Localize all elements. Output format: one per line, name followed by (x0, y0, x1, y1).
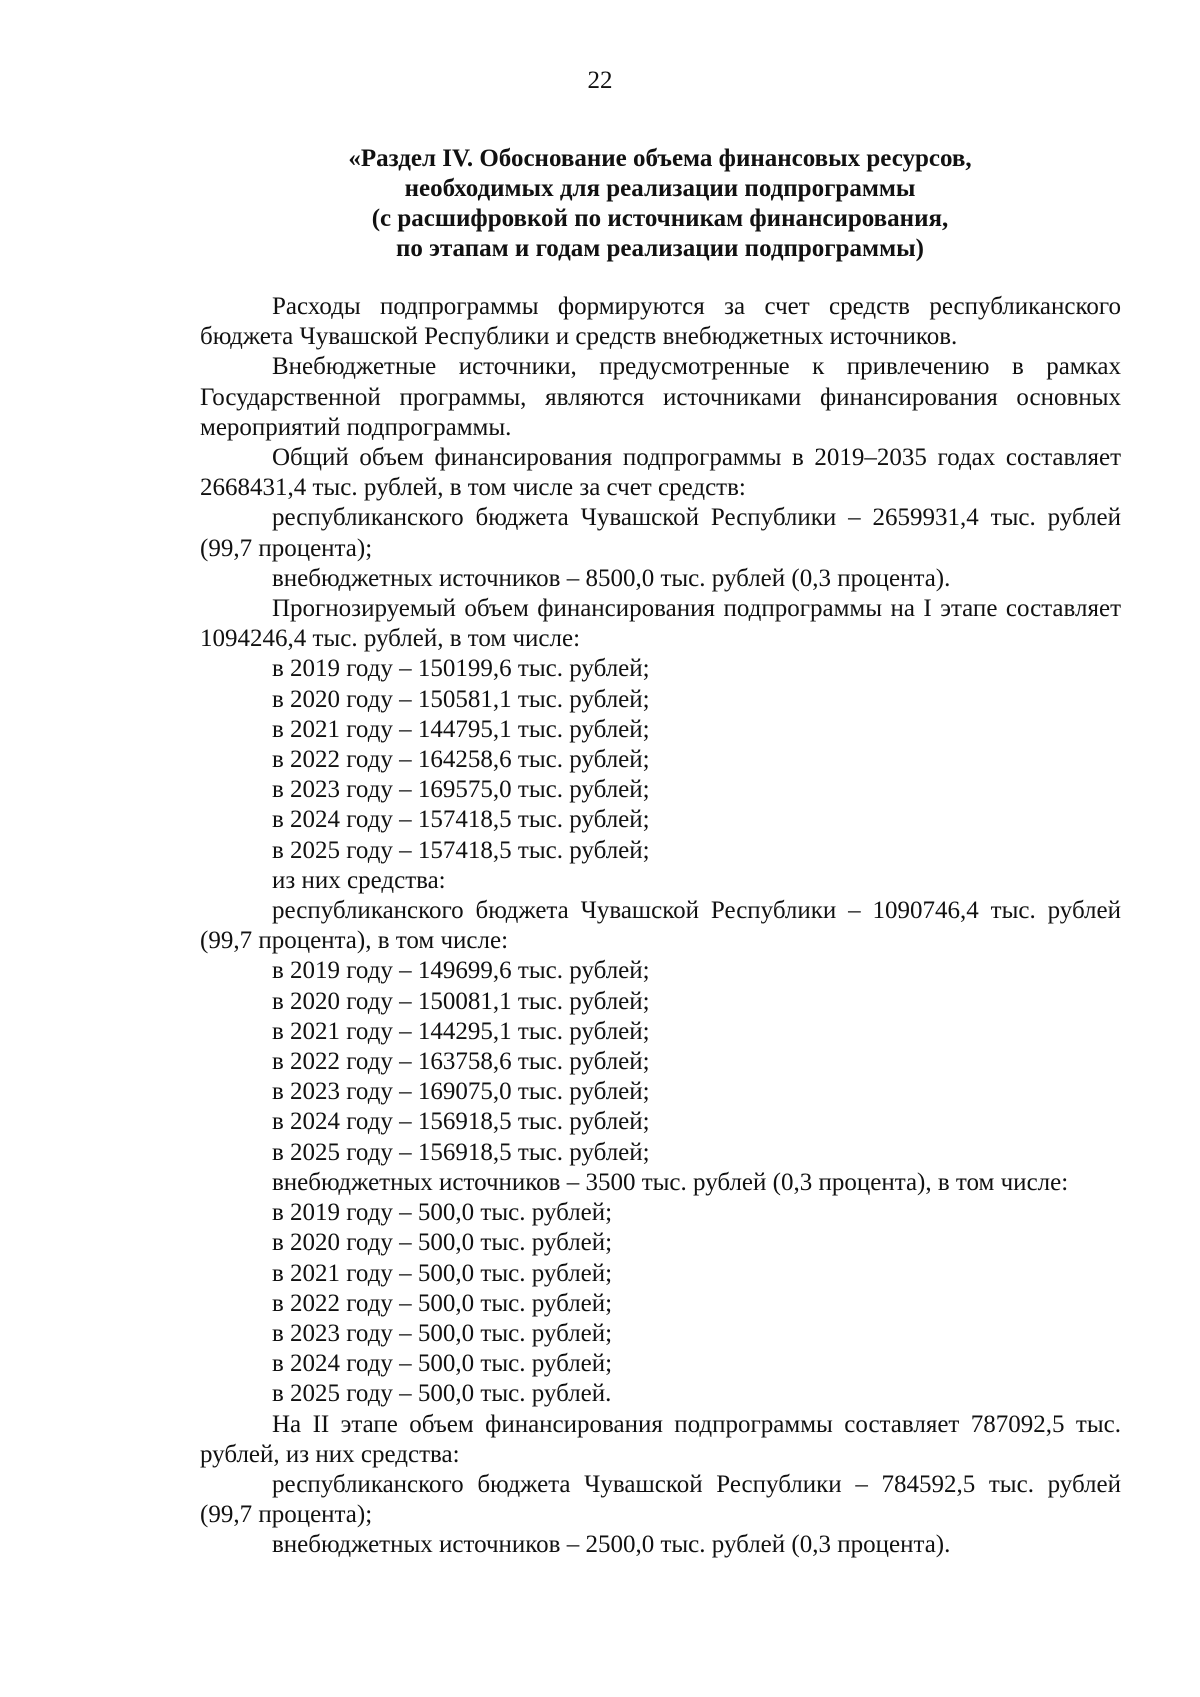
section-heading-line: по этапам и годам реализации подпрограммы) (396, 235, 924, 262)
paragraph-stage2-extrabudgetary: внебюджетных источников – 2500,0 тыс. рублей (0,3 процента). (272, 1531, 951, 1559)
list-item: в 2022 году – 500,0 тыс. рублей; (272, 1289, 613, 1317)
paragraph-stage1-republican: республиканского бюджета Чувашской Республики – 1090746,4 тыс. рублей (99,7 процента), в том числе: (200, 897, 1121, 955)
section-heading-line: «Раздел IV. Обоснование объема финансовых ресурсов, (348, 145, 972, 172)
list-item: в 2020 году – 150081,1 тыс. рублей; (272, 987, 650, 1015)
paragraph-total-extrabudgetary: внебюджетных источников – 8500,0 тыс. рублей (0,3 процента). (272, 564, 951, 592)
list-item: в 2021 году – 500,0 тыс. рублей; (272, 1259, 613, 1287)
paragraph-total-funding: Общий объем финансирования подпрограммы в 2019–2035 годах составляет 2668431,4 тыс. рублей, в том числе за счет средств: (200, 444, 1121, 502)
page-number: 22 (587, 67, 613, 94)
list-item: в 2022 году – 164258,6 тыс. рублей; (272, 746, 650, 774)
paragraph-stage2-funding: На II этапе объем финансирования подпрограммы составляет 787092,5 тыс. рублей, из них средства: (200, 1410, 1121, 1468)
list-item: в 2019 году – 500,0 тыс. рублей; (272, 1199, 613, 1227)
paragraph-extrabudgetary-sources: Внебюджетные источники, предусмотренные к привлечению в рамках Государственной программы, являются источниками финансирования основных мероприятий подпрограммы. (200, 353, 1121, 441)
list-item: в 2024 году – 157418,5 тыс. рублей; (272, 806, 650, 834)
paragraph-expenditure-sources: Расходы подпрограммы формируются за счет средств республиканского бюджета Чувашской Республики и средств внебюджетных источников. (200, 293, 1121, 351)
list-item: в 2023 году – 169575,0 тыс. рублей; (272, 776, 650, 804)
list-item: в 2025 году – 156918,5 тыс. рублей; (272, 1138, 650, 1166)
list-item: в 2020 году – 150581,1 тыс. рублей; (272, 685, 650, 713)
section-heading (200, 144, 1120, 264)
stage1-total-list (200, 654, 1121, 865)
list-item: в 2019 году – 149699,6 тыс. рублей; (272, 957, 650, 985)
paragraph-total-republican: республиканского бюджета Чувашской Республики – 2659931,4 тыс. рублей (99,7 процента); (200, 504, 1121, 562)
list-item: в 2021 году – 144295,1 тыс. рублей; (272, 1017, 650, 1045)
document-body (200, 292, 1121, 1561)
paragraph-of-which: из них средства: (272, 866, 446, 894)
list-item: в 2020 году – 500,0 тыс. рублей; (272, 1229, 613, 1257)
section-heading-line: необходимых для реализации подпрограммы (404, 175, 916, 202)
list-item: в 2024 году – 156918,5 тыс. рублей; (272, 1108, 650, 1136)
stage1-extrabudgetary-list (200, 1198, 1121, 1409)
list-item: в 2023 году – 169075,0 тыс. рублей; (272, 1078, 650, 1106)
paragraph-stage1-funding: Прогнозируемый объем финансирования подпрограммы на I этапе составляет 1094246,4 тыс. рублей, в том числе: (200, 595, 1121, 653)
paragraph-stage2-republican: республиканского бюджета Чувашской Республики – 784592,5 тыс. рублей (99,7 процента); (200, 1470, 1121, 1529)
section-heading-line: (с расшифровкой по источникам финансирования, (371, 205, 949, 232)
list-item: в 2019 году – 150199,6 тыс. рублей; (272, 655, 650, 683)
list-item: в 2025 году – 157418,5 тыс. рублей; (272, 836, 650, 864)
list-item: в 2021 году – 144795,1 тыс. рублей; (272, 715, 650, 743)
list-item: в 2023 году – 500,0 тыс. рублей; (272, 1319, 613, 1347)
stage1-republican-list (200, 956, 1121, 1167)
list-item: в 2022 году – 163758,6 тыс. рублей; (272, 1048, 650, 1076)
list-item: в 2024 году – 500,0 тыс. рублей; (272, 1350, 613, 1378)
list-item: в 2025 году – 500,0 тыс. рублей. (272, 1380, 612, 1408)
paragraph-stage1-extrabudgetary: внебюджетных источников – 3500 тыс. рублей (0,3 процента), в том числе: (272, 1168, 1069, 1196)
